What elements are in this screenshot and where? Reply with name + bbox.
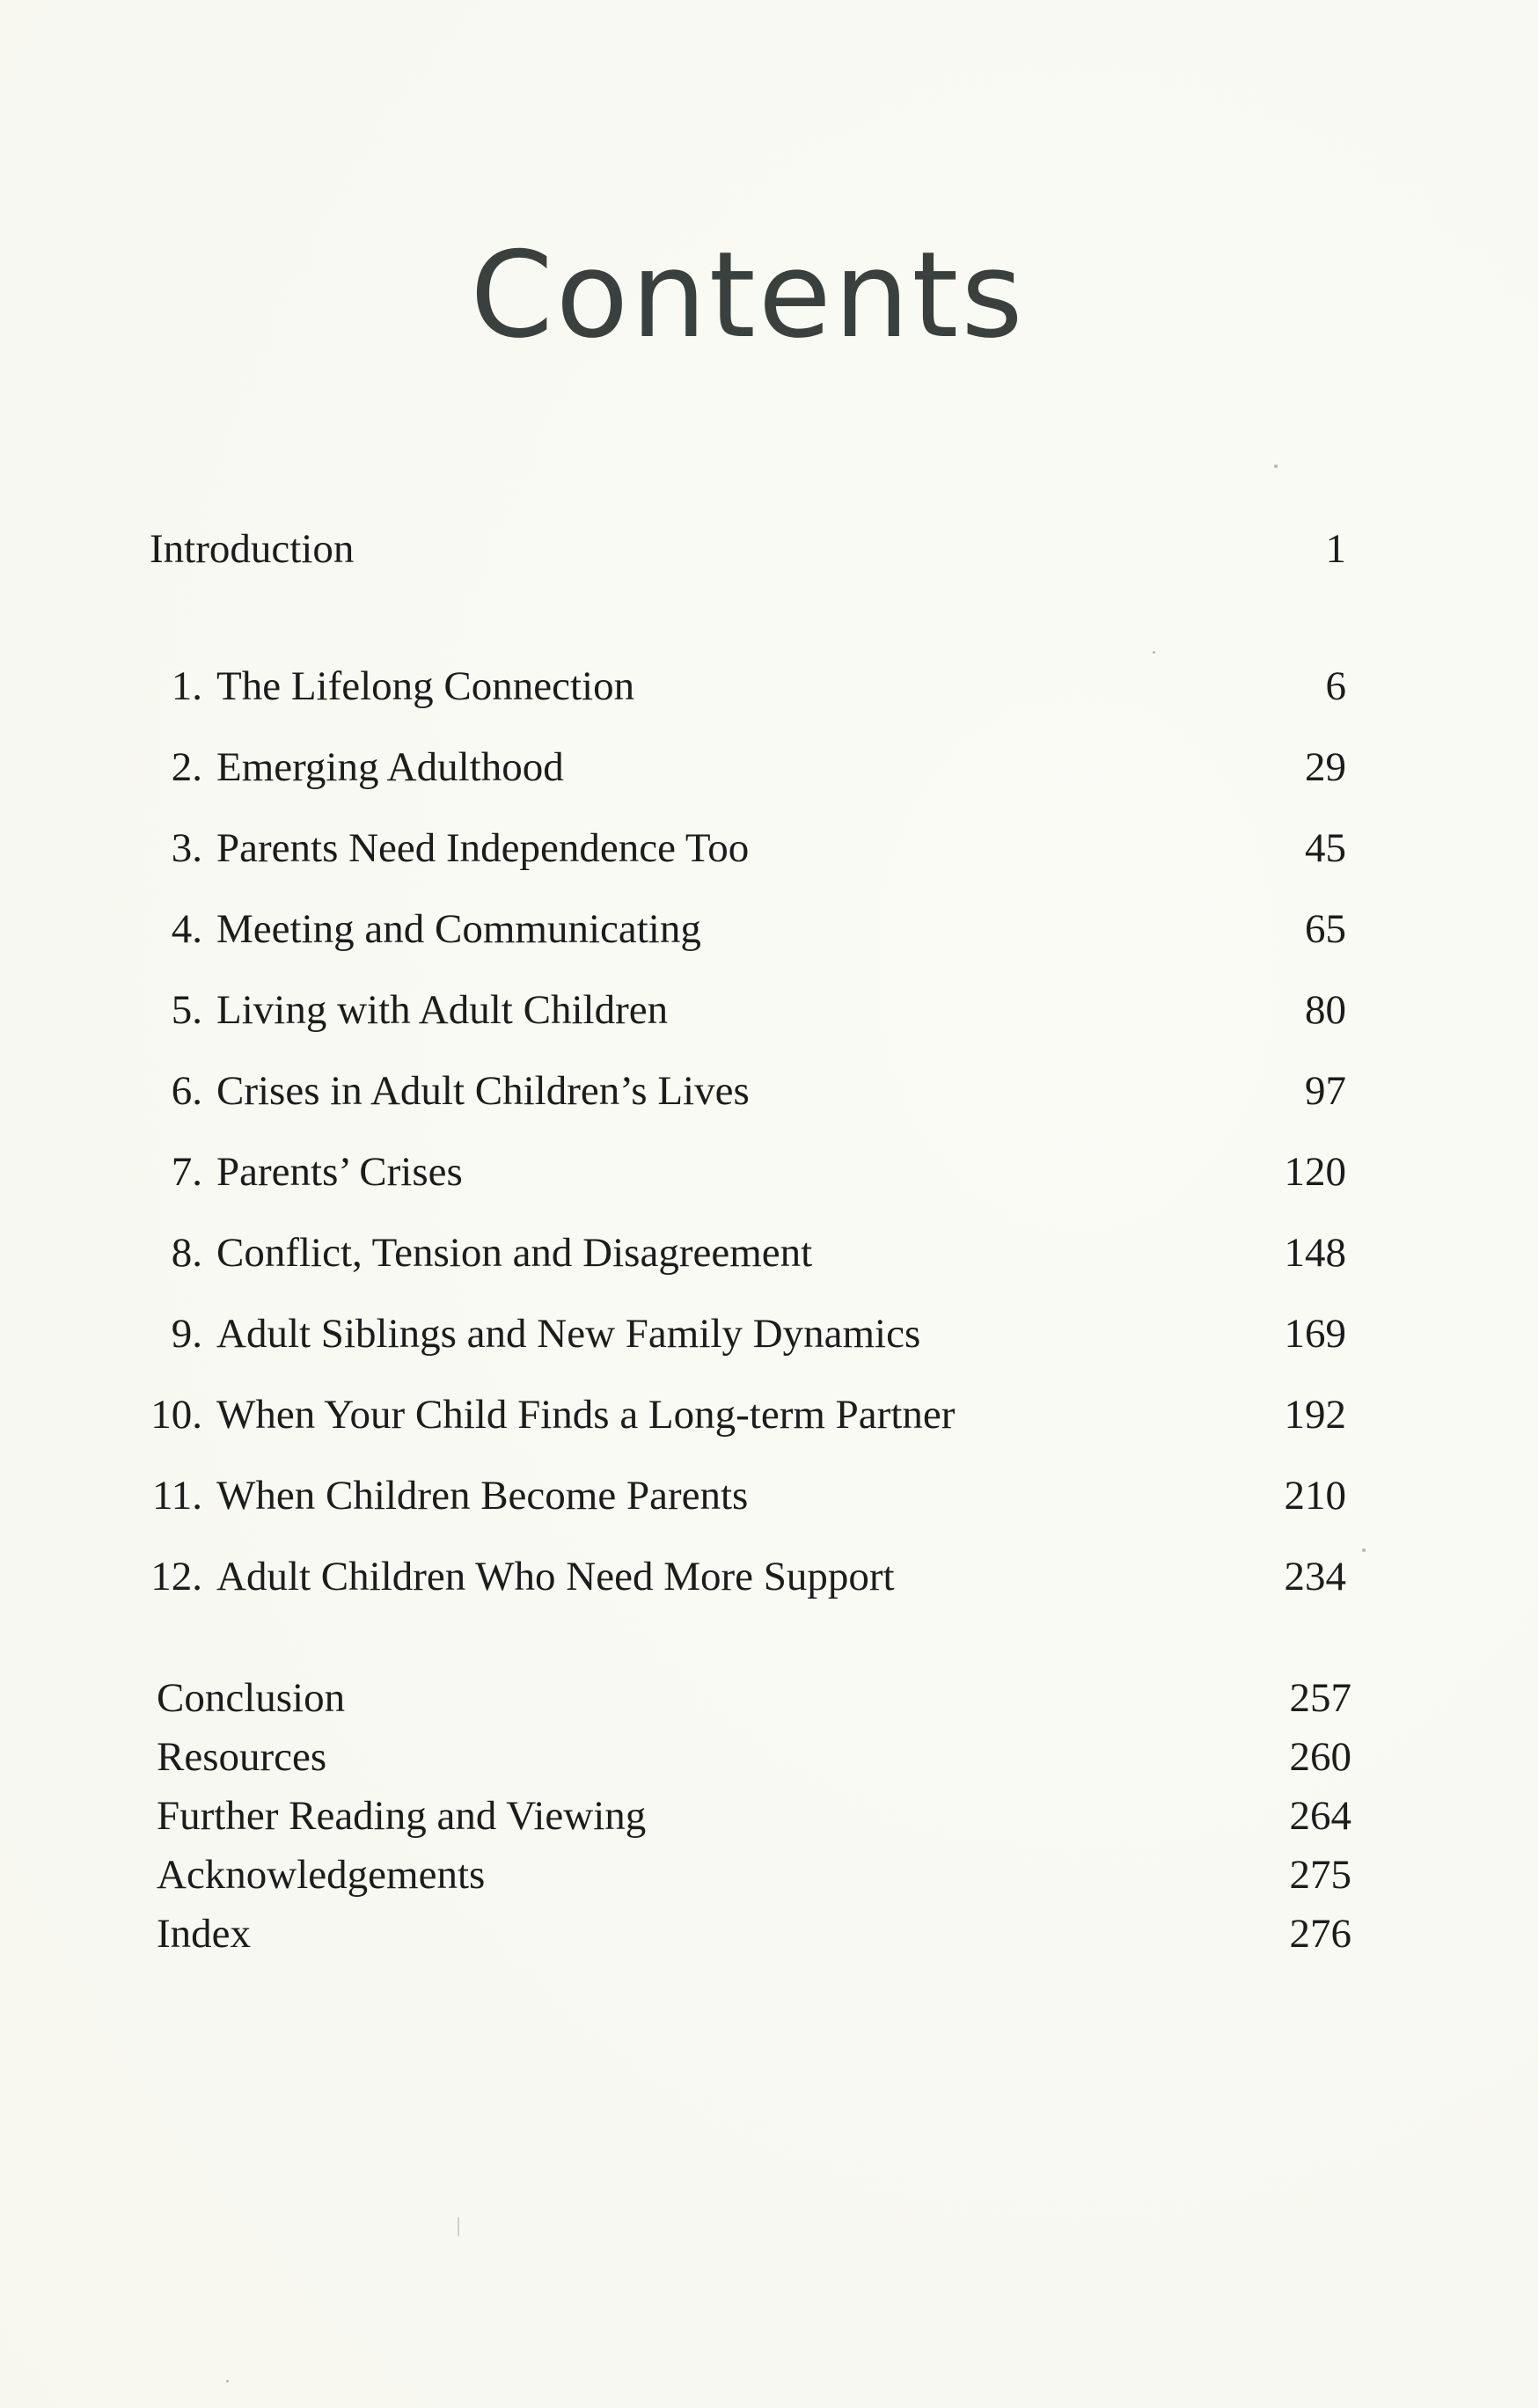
backmatter-page: 260: [1289, 1734, 1351, 1780]
chapter-number: 2.: [171, 744, 202, 790]
chapter-page: 210: [1284, 1473, 1346, 1519]
toc-chapter-entry: [0, 1226, 1538, 1279]
backmatter-label: Resources: [157, 1734, 327, 1780]
chapter-number: 7.: [171, 1149, 202, 1195]
backmatter-label: Conclusion: [157, 1675, 346, 1721]
backmatter-page: 276: [1289, 1911, 1351, 1957]
chapter-title: Adult Siblings and New Family Dynamics: [216, 1311, 921, 1357]
toc-backmatter-entry: [0, 1790, 1538, 1842]
chapter-number: 1.: [171, 663, 202, 709]
backmatter-page: 275: [1289, 1852, 1351, 1898]
page-title: Contents: [470, 226, 1026, 365]
chapter-number: 3.: [171, 825, 202, 871]
chapter-number: 5.: [171, 987, 202, 1033]
scan-speck: [1362, 1548, 1366, 1552]
toc-chapter-entry: [0, 1307, 1538, 1360]
chapter-page: 97: [1305, 1068, 1346, 1114]
chapter-page: 29: [1305, 744, 1346, 790]
toc-chapter-entry: [0, 741, 1538, 794]
chapter-title: When Children Become Parents: [216, 1473, 749, 1519]
chapter-page: 148: [1284, 1230, 1346, 1276]
chapter-page: 65: [1305, 906, 1346, 952]
backmatter-label: Index: [157, 1911, 252, 1957]
toc-chapter-entry: [0, 822, 1538, 875]
chapter-page: 169: [1284, 1311, 1346, 1357]
chapter-number: 8.: [171, 1230, 202, 1276]
toc-backmatter-entry: [0, 1848, 1538, 1901]
toc-backmatter-entry: [0, 1731, 1538, 1783]
toc-chapter-entry: [0, 903, 1538, 955]
toc-chapter-entry: [0, 984, 1538, 1036]
scan-speck: [1274, 465, 1278, 468]
chapter-title: Parents Need Independence Too: [216, 825, 750, 871]
chapter-page: 6: [1325, 663, 1346, 709]
toc-chapter-entry: [0, 1065, 1538, 1117]
toc-chapter-entry: [0, 1145, 1538, 1198]
toc-entry-introduction: [0, 523, 1538, 575]
chapter-number: 12.: [150, 1554, 202, 1599]
chapter-title: Conflict, Tension and Disagreement: [216, 1230, 813, 1276]
toc-chapter-entry: [0, 1388, 1538, 1441]
toc-chapter-entry: [0, 1550, 1538, 1603]
toc-backmatter-entry: [0, 1907, 1538, 1960]
chapter-number: 11.: [151, 1473, 202, 1519]
chapter-number: 6.: [171, 1068, 202, 1114]
chapter-number: 9.: [171, 1311, 202, 1357]
chapter-page: 192: [1284, 1392, 1346, 1438]
toc-entry-page: 1: [1325, 526, 1346, 572]
backmatter-page: 257: [1289, 1675, 1351, 1721]
chapter-number: 4.: [171, 906, 202, 952]
chapter-page: 80: [1305, 987, 1346, 1033]
scan-mark: [458, 2217, 459, 2236]
chapter-page: 120: [1284, 1149, 1346, 1195]
chapter-title: Adult Children Who Need More Support: [216, 1554, 895, 1599]
toc-backmatter-entry: [0, 1672, 1538, 1724]
chapter-page: 45: [1305, 825, 1346, 871]
chapter-title: Crises in Adult Children’s Lives: [216, 1068, 750, 1114]
chapter-title: Emerging Adulthood: [216, 744, 564, 790]
backmatter-label: Acknowledgements: [157, 1852, 486, 1898]
chapter-title: The Lifelong Connection: [216, 663, 635, 709]
scan-speck: [1153, 651, 1155, 654]
toc-entry-label: Introduction: [150, 526, 355, 572]
backmatter-label: Further Reading and Viewing: [157, 1793, 647, 1839]
scan-speck: [226, 2380, 229, 2382]
chapter-title: Meeting and Communicating: [216, 906, 701, 952]
chapter-page: 234: [1284, 1554, 1346, 1599]
chapter-title: When Your Child Finds a Long-term Partner: [216, 1392, 956, 1438]
chapter-title: Parents’ Crises: [216, 1149, 463, 1195]
toc-chapter-entry: [0, 1469, 1538, 1522]
chapter-title: Living with Adult Children: [216, 987, 669, 1033]
toc-chapter-entry: [0, 660, 1538, 713]
backmatter-page: 264: [1289, 1793, 1351, 1839]
chapter-number: 10.: [150, 1392, 202, 1438]
